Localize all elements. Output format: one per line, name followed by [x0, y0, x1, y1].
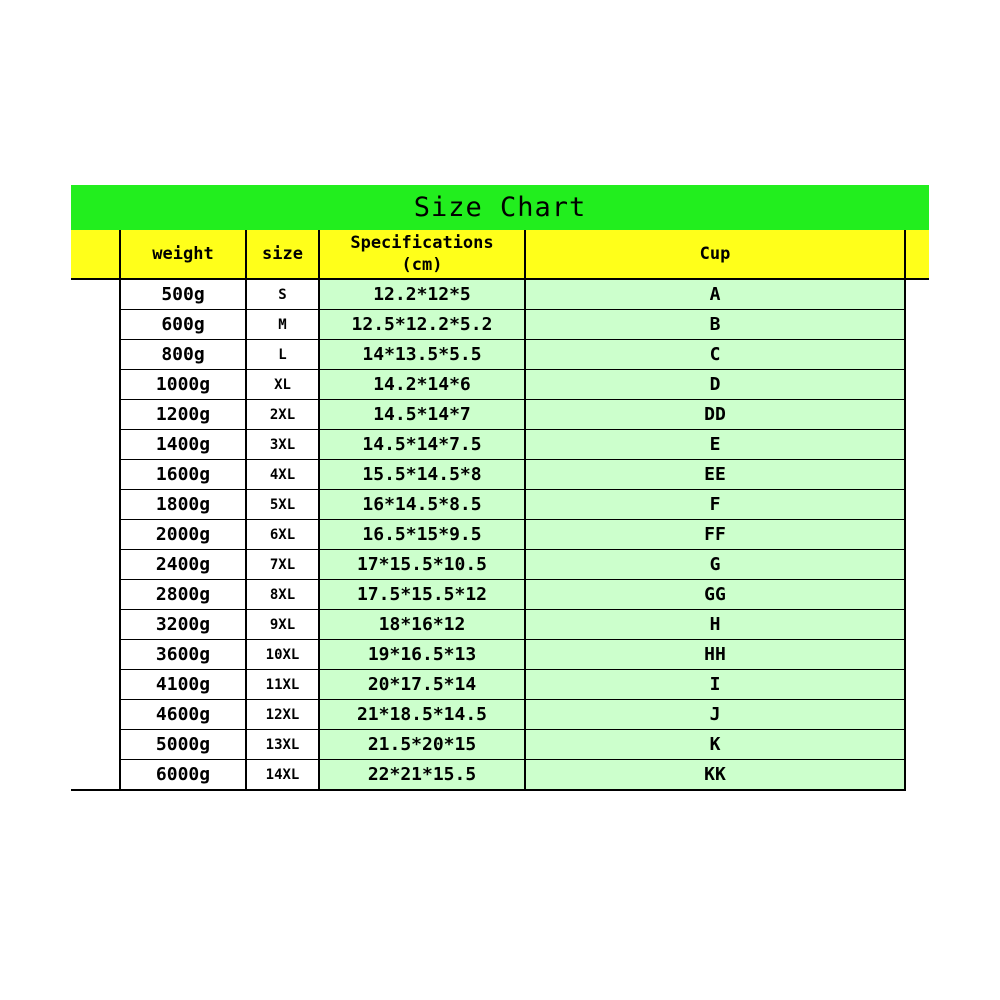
- cell-specifications: 12.2*12*5: [319, 279, 525, 310]
- row-blank-left: [71, 730, 120, 760]
- header-row: [71, 230, 929, 279]
- cell-size: S: [246, 279, 319, 310]
- row-blank-right: [905, 580, 929, 610]
- header-cup: Cup: [525, 230, 905, 279]
- cell-specifications: 16*14.5*8.5: [319, 490, 525, 520]
- table-row: [71, 640, 929, 670]
- row-blank-left: [71, 340, 120, 370]
- cell-weight: 500g: [120, 279, 246, 310]
- table-row: [71, 550, 929, 580]
- cell-cup: KK: [525, 760, 905, 791]
- cell-weight: 4100g: [120, 670, 246, 700]
- row-blank-left: [71, 700, 120, 730]
- cell-specifications: 14.2*14*6: [319, 370, 525, 400]
- cell-cup: I: [525, 670, 905, 700]
- table-row: [71, 370, 929, 400]
- cell-cup: D: [525, 370, 905, 400]
- row-blank-left: [71, 670, 120, 700]
- cell-weight: 1200g: [120, 400, 246, 430]
- cell-cup: A: [525, 279, 905, 310]
- cell-cup: GG: [525, 580, 905, 610]
- header-size: size: [246, 230, 319, 279]
- cell-specifications: 17*15.5*10.5: [319, 550, 525, 580]
- row-blank-left: [71, 310, 120, 340]
- table-row: [71, 430, 929, 460]
- size-table: [71, 230, 929, 791]
- cell-specifications: 12.5*12.2*5.2: [319, 310, 525, 340]
- row-blank-left: [71, 550, 120, 580]
- row-blank-left: [71, 610, 120, 640]
- cell-size: 4XL: [246, 460, 319, 490]
- cell-weight: 2000g: [120, 520, 246, 550]
- cell-weight: 4600g: [120, 700, 246, 730]
- table-row: [71, 279, 929, 310]
- cell-size: 9XL: [246, 610, 319, 640]
- cell-cup: H: [525, 610, 905, 640]
- cell-weight: 1800g: [120, 490, 246, 520]
- table-row: [71, 580, 929, 610]
- cell-size: 12XL: [246, 700, 319, 730]
- row-blank-right: [905, 279, 929, 310]
- cell-specifications: 17.5*15.5*12: [319, 580, 525, 610]
- cell-specifications: 20*17.5*14: [319, 670, 525, 700]
- row-blank-right: [905, 730, 929, 760]
- cell-cup: FF: [525, 520, 905, 550]
- row-blank-left: [71, 460, 120, 490]
- table-row: [71, 760, 929, 791]
- table-row: [71, 730, 929, 760]
- table-row: [71, 490, 929, 520]
- table-row: [71, 310, 929, 340]
- row-blank-left: [71, 370, 120, 400]
- cell-cup: C: [525, 340, 905, 370]
- size-chart: [71, 185, 929, 791]
- header-blank-right: [905, 230, 929, 279]
- row-blank-right: [905, 370, 929, 400]
- row-blank-left: [71, 490, 120, 520]
- cell-specifications: 15.5*14.5*8: [319, 460, 525, 490]
- row-blank-right: [905, 550, 929, 580]
- row-blank-left: [71, 580, 120, 610]
- row-blank-left: [71, 279, 120, 310]
- cell-size: 10XL: [246, 640, 319, 670]
- cell-weight: 3200g: [120, 610, 246, 640]
- cell-cup: EE: [525, 460, 905, 490]
- cell-specifications: 21.5*20*15: [319, 730, 525, 760]
- row-blank-left: [71, 400, 120, 430]
- cell-specifications: 18*16*12: [319, 610, 525, 640]
- cell-specifications: 19*16.5*13: [319, 640, 525, 670]
- row-blank-right: [905, 490, 929, 520]
- cell-weight: 1400g: [120, 430, 246, 460]
- cell-size: 13XL: [246, 730, 319, 760]
- cell-cup: J: [525, 700, 905, 730]
- cell-weight: 800g: [120, 340, 246, 370]
- cell-size: 3XL: [246, 430, 319, 460]
- header-blank-left: [71, 230, 120, 279]
- cell-cup: HH: [525, 640, 905, 670]
- cell-weight: 600g: [120, 310, 246, 340]
- cell-cup: K: [525, 730, 905, 760]
- cell-size: 8XL: [246, 580, 319, 610]
- cell-cup: F: [525, 490, 905, 520]
- table-row: [71, 610, 929, 640]
- cell-weight: 5000g: [120, 730, 246, 760]
- row-blank-right: [905, 700, 929, 730]
- cell-size: 7XL: [246, 550, 319, 580]
- row-blank-right: [905, 460, 929, 490]
- table-row: [71, 520, 929, 550]
- cell-specifications: 21*18.5*14.5: [319, 700, 525, 730]
- cell-weight: 1000g: [120, 370, 246, 400]
- chart-title: Size Chart: [71, 185, 929, 230]
- table-row: [71, 400, 929, 430]
- cell-cup: E: [525, 430, 905, 460]
- cell-size: 14XL: [246, 760, 319, 791]
- cell-weight: 2400g: [120, 550, 246, 580]
- cell-weight: 6000g: [120, 760, 246, 791]
- cell-size: L: [246, 340, 319, 370]
- cell-size: 6XL: [246, 520, 319, 550]
- row-blank-left: [71, 520, 120, 550]
- cell-cup: DD: [525, 400, 905, 430]
- row-blank-right: [905, 340, 929, 370]
- cell-specifications: 14.5*14*7: [319, 400, 525, 430]
- header-weight: weight: [120, 230, 246, 279]
- cell-specifications: 14.5*14*7.5: [319, 430, 525, 460]
- row-blank-right: [905, 430, 929, 460]
- row-blank-left: [71, 640, 120, 670]
- cell-weight: 1600g: [120, 460, 246, 490]
- cell-size: 2XL: [246, 400, 319, 430]
- row-blank-right: [905, 670, 929, 700]
- cell-cup: B: [525, 310, 905, 340]
- cell-size: 5XL: [246, 490, 319, 520]
- table-row: [71, 460, 929, 490]
- table-row: [71, 700, 929, 730]
- table-row: [71, 670, 929, 700]
- cell-weight: 3600g: [120, 640, 246, 670]
- header-specifications: Specifications (cm): [319, 230, 525, 279]
- cell-specifications: 16.5*15*9.5: [319, 520, 525, 550]
- row-blank-right: [905, 400, 929, 430]
- cell-size: XL: [246, 370, 319, 400]
- row-blank-left: [71, 430, 120, 460]
- cell-size: 11XL: [246, 670, 319, 700]
- row-blank-left: [71, 760, 120, 791]
- row-blank-right: [905, 610, 929, 640]
- cell-specifications: 14*13.5*5.5: [319, 340, 525, 370]
- row-blank-right: [905, 520, 929, 550]
- row-blank-right: [905, 640, 929, 670]
- cell-specifications: 22*21*15.5: [319, 760, 525, 791]
- table-row: [71, 340, 929, 370]
- row-blank-right: [905, 310, 929, 340]
- cell-size: M: [246, 310, 319, 340]
- row-blank-right: [905, 760, 929, 791]
- cell-cup: G: [525, 550, 905, 580]
- cell-weight: 2800g: [120, 580, 246, 610]
